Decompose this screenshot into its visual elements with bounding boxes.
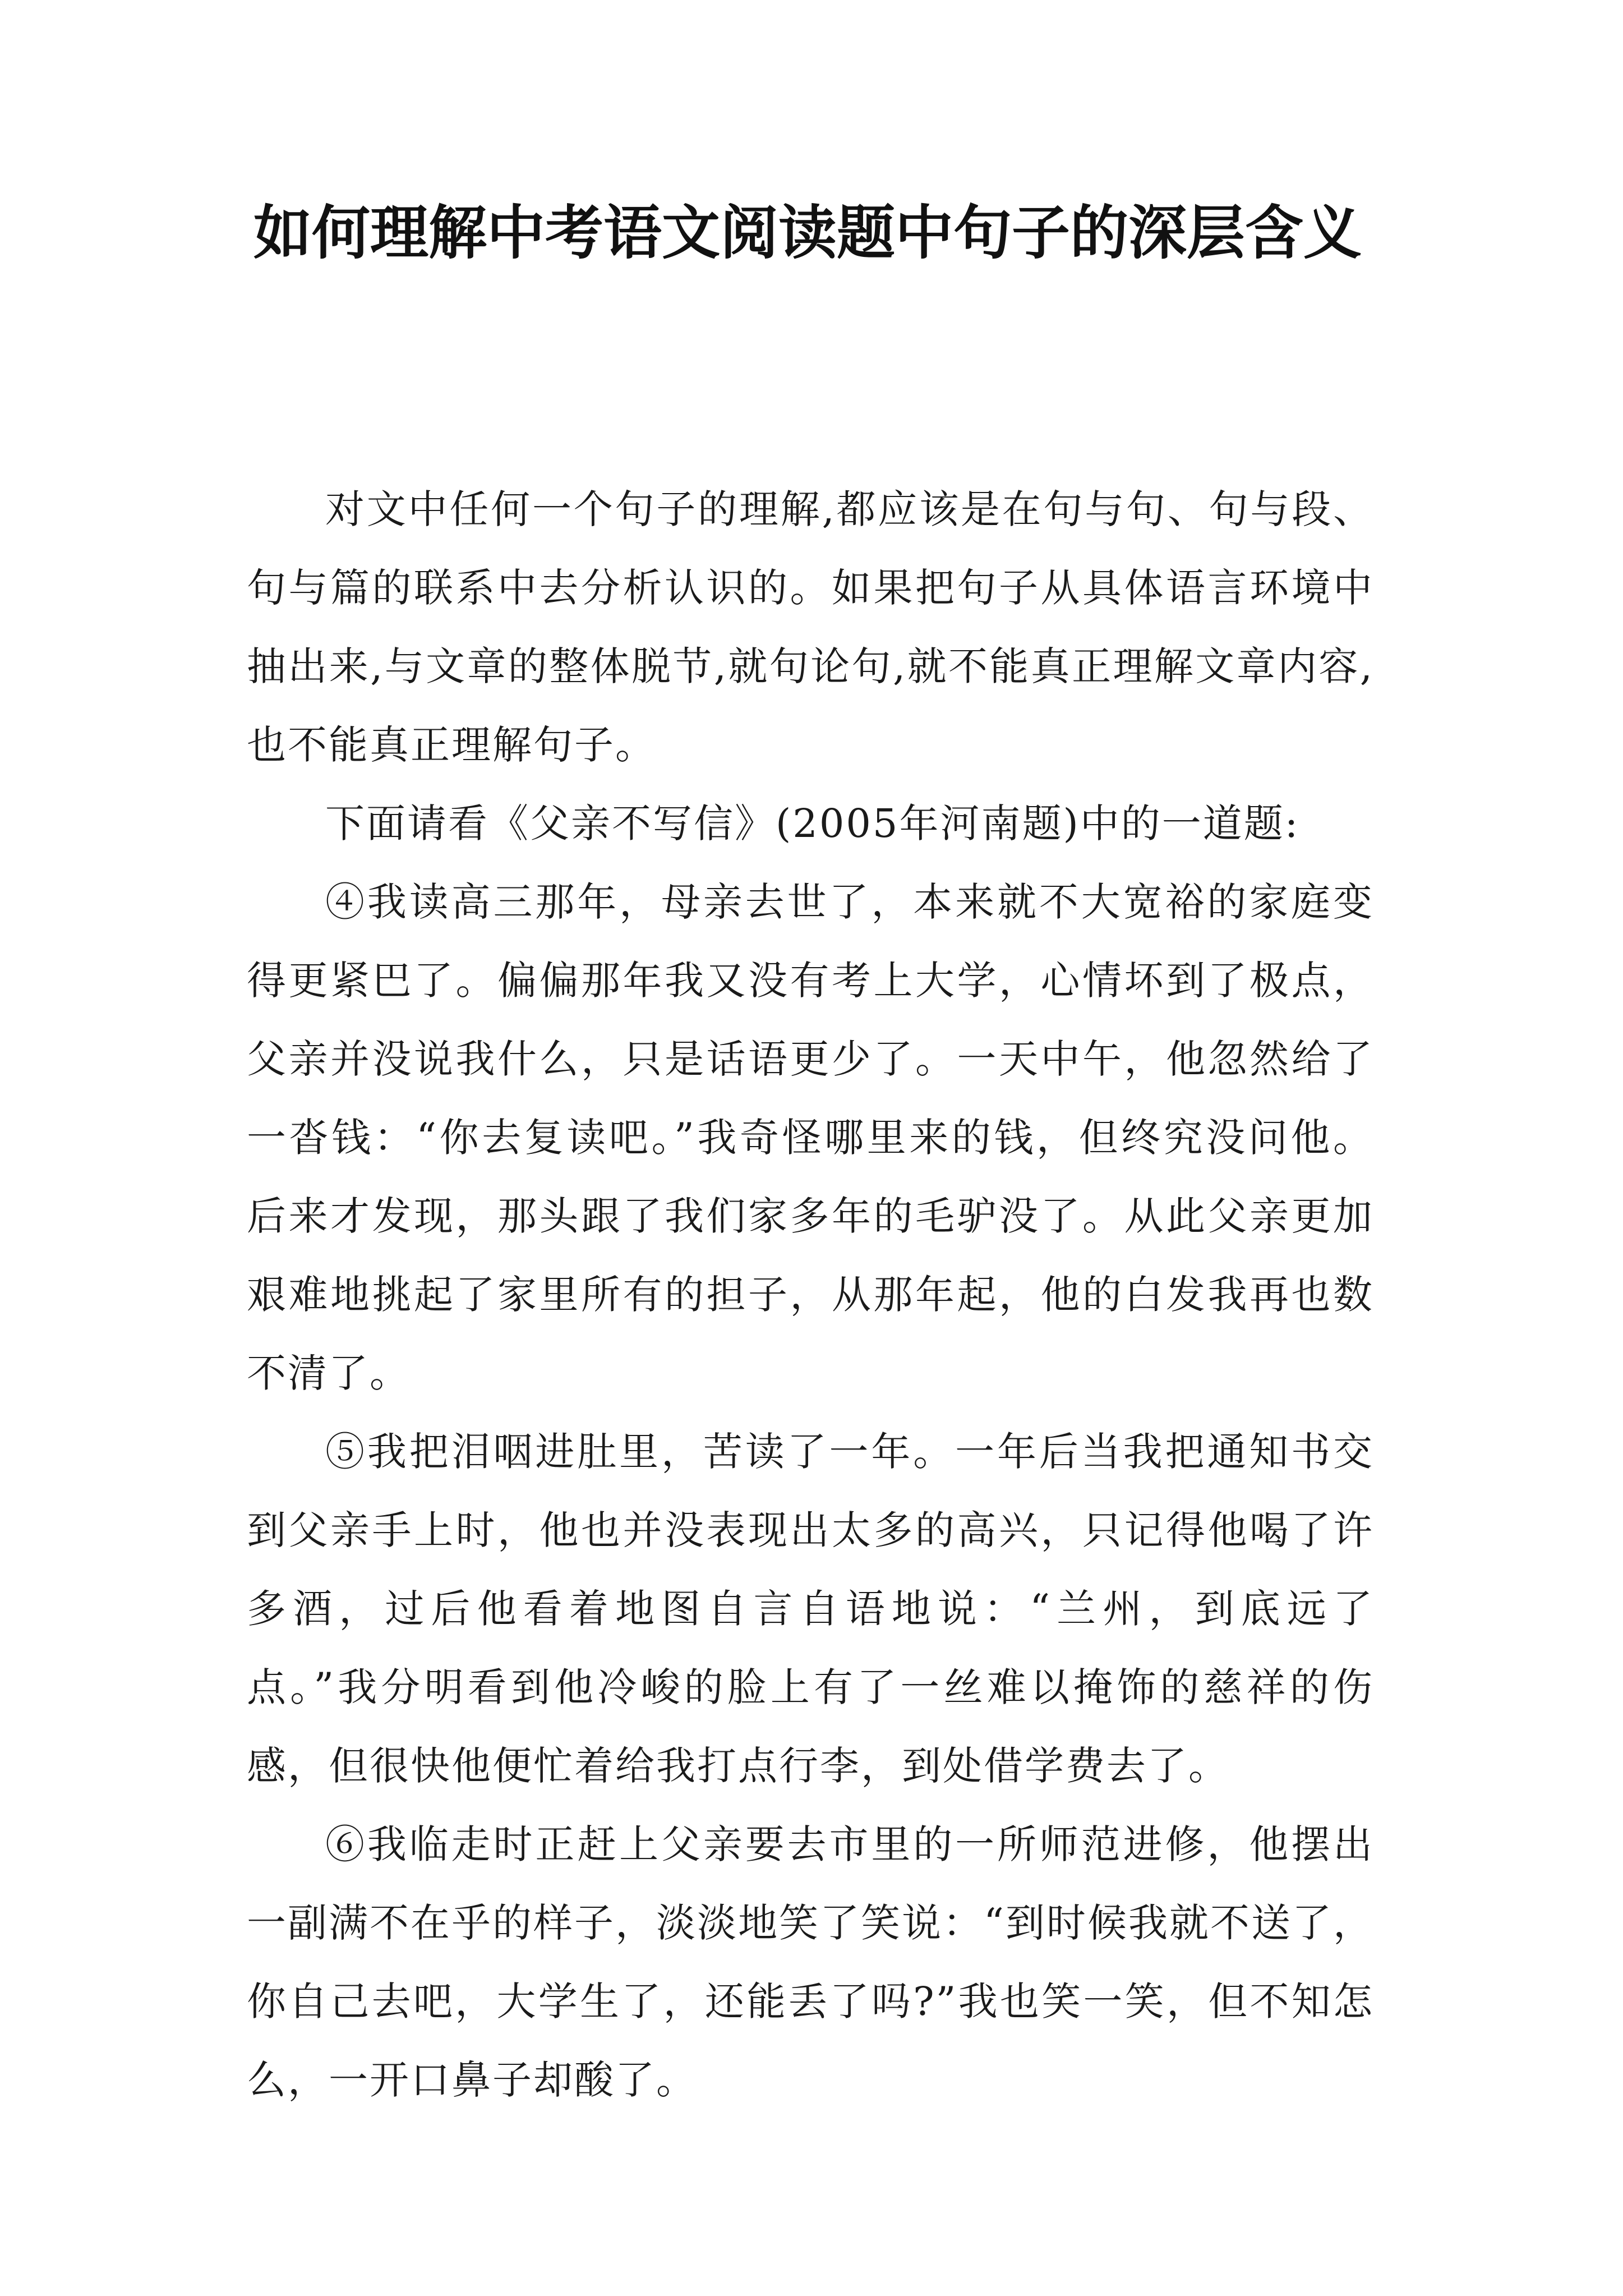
paragraph-6: ⑥我临走时正赶上父亲要去市里的一所师范进修，他摆出一副满不在乎的样子，淡淡地笑了笑说：“到时候我就不送了，你自己去吧，大学生了，还能丢了吗?”我也笑一笑，但不知怎么，一开口鼻子却酸了。 <box>247 1821 1374 2103</box>
document-title: 如何理解中考语文阅读题中句子的深层含义 <box>253 198 1362 267</box>
paragraph-4: ④我读高三那年，母亲去世了，本来就不大宽裕的家庭变得更紧巴了。偏偏那年我又没有考上大学，心情坏到了极点，父亲并没说我什么，只是话语更少了。一天中午，他忽然给了一沓钱：“你去复读吧。”我奇怪哪里来的钱，但终究没问他。后来才发现，那头跟了我们家多年的毛驴没了。从此父亲更加艰难地挑起了家里所有的担子，从那年起，他的白发我再也数不清了。 <box>247 879 1374 1396</box>
paragraph-5: ⑤我把泪咽进肚里，苦读了一年。一年后当我把通知书交到父亲手上时，他也并没表现出太多的高兴，只记得他喝了许多酒，过后他看着地图自言自语地说：“兰州，到底远了点。”我分明看到他冷峻的脸上有了一丝难以掩饰的慈祥的伤感，但很快他便忙着给我打点行李，到处借学费去了。 <box>247 1429 1374 1789</box>
document-body <box>247 470 1374 2119</box>
paragraph-question-lead: 下面请看《父亲不写信》(2005年河南题)中的一道题: <box>325 800 1300 846</box>
paragraph-intro: 对文中任何一个句子的理解,都应该是在句与句、句与段、句与篇的联系中去分析认识的。如果把句子从具体语言环境中抽出来,与文章的整体脱节,就句论句,就不能真正理解文章内容,也不能真正理解句子。 <box>247 486 1374 768</box>
